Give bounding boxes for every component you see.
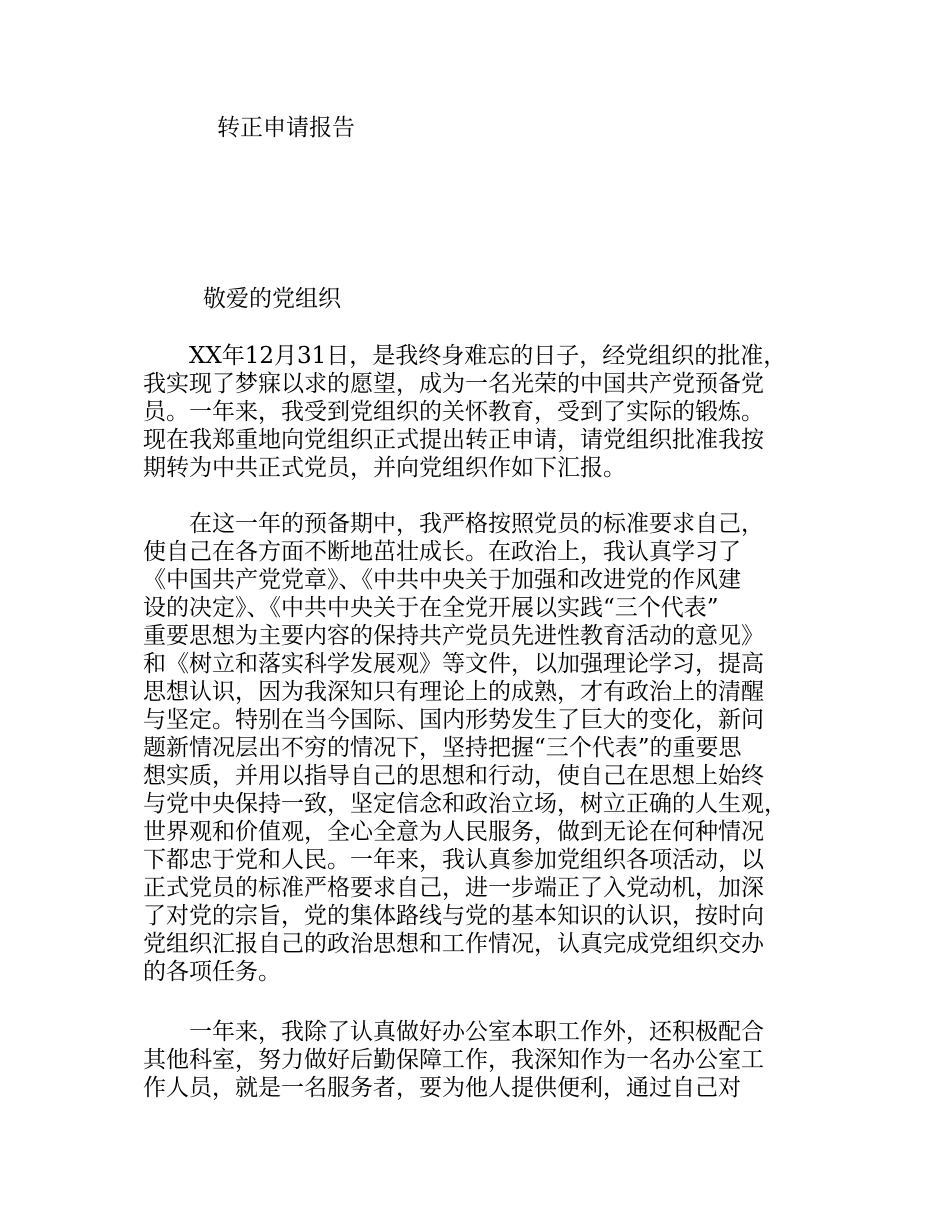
- paragraph-1: [143, 342, 833, 482]
- paragraph-line: 期转为中共正式党员，并向党组织作如下汇报。: [143, 455, 626, 481]
- paragraph-line: 使自己在各方面不断地茁壮成长。在政治上，我认真学习了: [143, 539, 741, 565]
- paragraph-line: 想实质，并用以指导自己的思想和行动，使自己在思想上始终: [143, 763, 764, 789]
- paragraph-line: 与坚定。特别在当今国际、国内形势发生了巨大的变化，新问: [143, 707, 764, 733]
- paragraph-line: 在这一年的预备期中，我严格按照党员的标准要求自己，: [143, 511, 764, 537]
- paragraph-line: 正式党员的标准严格要求自己，进一步端正了入党动机，加深: [143, 875, 764, 901]
- paragraph-line: 作人员，就是一名服务者，要为他人提供便利，通过自己对: [143, 1075, 741, 1101]
- paragraph-line: 和《树立和落实科学发展观》等文件，以加强理论学习，提高: [143, 651, 764, 677]
- paragraph-line: 世界观和价值观，全心全意为人民服务，做到无论在何种情况: [143, 819, 764, 845]
- paragraph-line: 一年来，我除了认真做好办公室本职工作外，还积极配合: [143, 1019, 764, 1045]
- paragraph-line: 设的决定》、《中共中央关于在全党开展以实践“三个代表”: [143, 595, 719, 621]
- paragraph-line: 其他科室，努力做好后勤保障工作，我深知作为一名办公室工: [143, 1047, 764, 1073]
- paragraph-line: 员。一年来，我受到党组织的关怀教育，受到了实际的锻炼。: [143, 399, 764, 425]
- paragraph-line: 了对党的宗旨，党的集体路线与党的基本知识的认识，按时向: [143, 903, 764, 929]
- paragraph-line: 我实现了梦寐以求的愿望，成为一名光荣的中国共产党预备党: [143, 371, 764, 397]
- paragraph-line: 现在我郑重地向党组织正式提出转正申请，请党组织批准我按: [143, 427, 764, 453]
- paragraph-line: 与党中央保持一致，坚定信念和政治立场，树立正确的人生观，: [143, 791, 787, 817]
- paragraph-3: [143, 1018, 833, 1102]
- paragraph-line: 思想认识，因为我深知只有理论上的成熟，才有政治上的清醒: [143, 679, 764, 705]
- salutation: 敬爱的党组织: [203, 286, 341, 312]
- paragraph-line: 的各项任务。: [143, 959, 281, 985]
- paragraph-2: [143, 510, 833, 986]
- paragraph-line: 题新情况层出不穷的情况下，坚持把握“三个代表”的重要思: [143, 735, 742, 761]
- paragraph-line: 重要思想为主要内容的保持共产党员先进性教育活动的意见》: [143, 623, 764, 649]
- paragraph-line: XX年12月31日，是我终身难忘的日子，经党组织的批准，: [143, 343, 787, 369]
- paragraph-line: 党组织汇报自己的政治思想和工作情况，认真完成党组织交办: [143, 931, 764, 957]
- paragraph-line: 下都忠于党和人民。一年来，我认真参加党组织各项活动，以: [143, 847, 764, 873]
- paragraph-line: 《中国共产党党章》、《中共中央关于加强和改进党的作风建: [143, 567, 741, 593]
- document-title: 转正申请报告: [217, 115, 355, 141]
